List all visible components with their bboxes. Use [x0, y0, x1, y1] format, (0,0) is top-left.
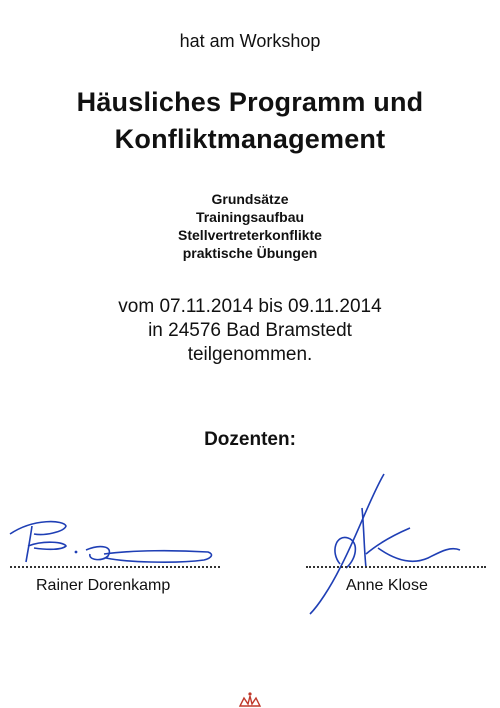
topic-item: Trainingsaufbau — [195, 209, 305, 225]
signatory-right — [306, 566, 486, 596]
topic-item: praktische Übungen — [182, 245, 318, 261]
signatory-name: Rainer Dorenkamp — [36, 577, 171, 594]
workshop-title — [0, 84, 500, 158]
workshop-title-line-1: Häusliches Programm und — [76, 87, 424, 117]
signature-left-image — [4, 512, 224, 572]
intro-text: hat am Workshop — [179, 31, 321, 51]
topic-item: Stellvertreterkonflikte — [178, 227, 322, 243]
location: in 24576 Bad Bramstedt — [148, 320, 352, 341]
lecturers-heading: Dozenten: — [204, 429, 296, 450]
topics-list — [0, 190, 500, 262]
participation-text: teilgenommen. — [187, 344, 313, 365]
date-range: vom 07.11.2014 bis 09.11.2014 — [118, 296, 382, 317]
signatory-left — [10, 566, 220, 596]
signature-line — [306, 566, 486, 568]
signature-line — [10, 566, 220, 568]
topic-item: Grundsätze — [211, 191, 289, 207]
logo-mark-icon — [232, 690, 268, 708]
workshop-title-line-2: Konfliktmanagement — [114, 124, 386, 154]
signatory-name: Anne Klose — [346, 577, 428, 594]
date-location-block — [0, 295, 500, 367]
